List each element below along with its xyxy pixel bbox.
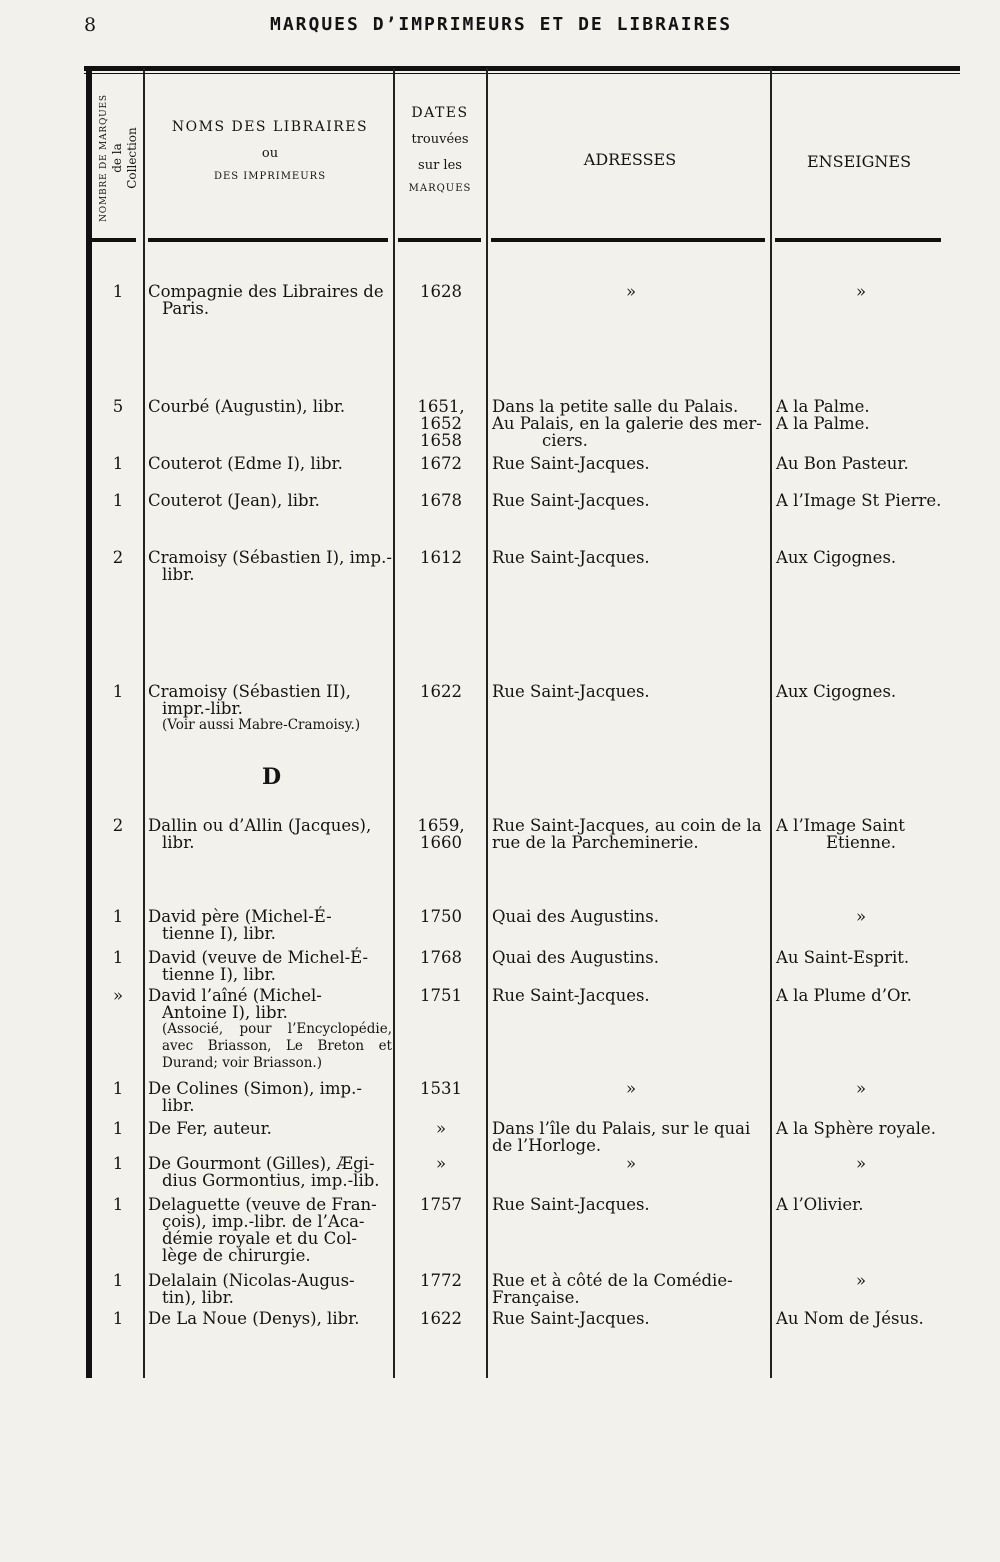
row-name [148, 1080, 392, 1114]
row-count: 1 [112, 1195, 124, 1214]
name-line: De La Noue (Denys), libr. [148, 1309, 360, 1328]
row-dates [398, 817, 484, 851]
row-address [492, 455, 770, 472]
row-address [492, 949, 770, 966]
row-address [492, 817, 770, 851]
row-name [148, 908, 392, 942]
header-line: DATES [411, 105, 469, 121]
running-title: MARQUES D’IMPRIMEURS ET DE LIBRAIRES [270, 14, 733, 35]
top-rule [84, 66, 960, 71]
row-dates [398, 908, 484, 925]
address-line: Française. [492, 1288, 580, 1307]
address-line: Rue Saint-Jacques. [492, 548, 650, 567]
enseigne-line: Au Saint-Esprit. [776, 948, 910, 967]
name-line: libr. [162, 833, 195, 852]
row-enseigne [776, 908, 946, 925]
name-line: libr. [162, 1096, 195, 1115]
enseigne-line: A la Sphère royale. [776, 1119, 936, 1138]
address-line: » [625, 1079, 637, 1098]
row-count: 1 [112, 682, 124, 701]
row-count: 5 [112, 397, 124, 416]
name-line: lège de chirurgie. [162, 1246, 311, 1265]
row-count: 1 [112, 907, 124, 926]
row-count: 1 [112, 282, 124, 301]
row-dates [398, 683, 484, 700]
row-dates [398, 1196, 484, 1213]
page-number: 8 [84, 14, 97, 36]
row-dates [398, 283, 484, 300]
enseigne-line: A l’Image St Pierre. [776, 491, 942, 510]
name-line: Delaguette (veuve de Fran- [148, 1195, 377, 1214]
row-dates [398, 398, 484, 449]
row-enseigne [776, 683, 946, 700]
row-name [148, 683, 392, 734]
name-line: Delalain (Nicolas-Augus- [148, 1271, 355, 1290]
date-line: 1672 [420, 454, 462, 473]
row-dates [398, 455, 484, 472]
row-count: 1 [112, 1309, 124, 1328]
date-line: 1622 [420, 1309, 462, 1328]
name-line: démie royale et du Col- [162, 1229, 358, 1248]
address-line: rue de la Parcheminerie. [492, 833, 699, 852]
row-count: 2 [112, 816, 124, 835]
name-line: tienne I), libr. [162, 924, 276, 943]
date-line: 1612 [420, 548, 462, 567]
header-nombre-de-marques [95, 83, 143, 233]
header-rule [148, 238, 388, 242]
name-line: impr.-libr. [162, 699, 243, 718]
header-line: trouvées [411, 132, 469, 147]
date-line: 1772 [420, 1271, 462, 1290]
address-line: Rue Saint-Jacques. [492, 986, 650, 1005]
row-name [148, 455, 392, 472]
enseigne-line: A la Palme. [776, 397, 870, 416]
row-address [492, 1080, 770, 1097]
address-line: Rue Saint-Jacques. [492, 491, 650, 510]
header-rule [775, 238, 941, 242]
enseigne-line: Aux Cigognes. [776, 682, 897, 701]
row-address [492, 908, 770, 925]
row-count: 2 [112, 548, 124, 567]
date-line: » [435, 1154, 447, 1173]
header-line: sur les [418, 158, 462, 173]
row-enseigne [776, 455, 946, 472]
name-line: libr. [162, 565, 195, 584]
row-address [492, 549, 770, 566]
date-line: 1757 [420, 1195, 462, 1214]
row-address [492, 1196, 770, 1213]
top-rule-thin [84, 73, 960, 74]
name-line: David (veuve de Michel-É- [148, 948, 369, 967]
row-name [148, 283, 392, 317]
date-line: 1622 [420, 682, 462, 701]
date-line: 1750 [420, 907, 462, 926]
header-line: DES IMPRIMEURS [213, 171, 327, 182]
row-enseigne [776, 949, 946, 966]
address-line: Rue Saint-Jacques. [492, 1309, 650, 1328]
row-enseigne [776, 817, 946, 851]
row-dates [398, 1310, 484, 1327]
enseigne-line: Etienne. [826, 833, 896, 852]
header-line: NOMS DES LIBRAIRES [171, 119, 369, 135]
name-line: De Colines (Simon), imp.- [148, 1079, 362, 1098]
row-note: (Associé, pour l’Encyclopédie, avec Briasson, Le Breton et Durand; voir Briasson.) [162, 1021, 392, 1071]
row-count: 1 [112, 491, 124, 510]
row-name [148, 1196, 392, 1264]
row-address [492, 1310, 770, 1327]
name-line: Couterot (Jean), libr. [148, 491, 320, 510]
row-dates [398, 1155, 484, 1172]
row-enseigne [776, 1196, 946, 1213]
column-rule [143, 68, 145, 1378]
row-dates [398, 1080, 484, 1097]
date-line: 1658 [420, 431, 462, 450]
address-line: Quai des Augustins. [492, 907, 659, 926]
row-name [148, 949, 392, 983]
header-line: de la [110, 143, 125, 173]
row-enseigne [776, 1310, 946, 1327]
address-line: Dans la petite salle du Palais. [492, 397, 739, 416]
row-dates [398, 1272, 484, 1289]
address-line: Rue Saint-Jacques, au coin de la [492, 816, 762, 835]
name-line: tienne I), libr. [162, 965, 276, 984]
row-dates [398, 1120, 484, 1137]
enseigne-line: A l’Olivier. [776, 1195, 864, 1214]
name-line: çois), imp.-libr. de l’Aca- [162, 1212, 365, 1231]
row-name [148, 1120, 392, 1137]
row-address [492, 1272, 770, 1306]
date-line: 1628 [420, 282, 462, 301]
row-name [148, 1310, 392, 1327]
column-rule [393, 68, 395, 1378]
address-line: de l’Horloge. [492, 1136, 602, 1155]
name-line: Couterot (Edme I), libr. [148, 454, 343, 473]
name-line: dius Gormontius, imp.-lib. [162, 1171, 380, 1190]
header-line: ou [261, 146, 279, 161]
date-line: 1651, 1652 [417, 397, 465, 433]
row-address [492, 683, 770, 700]
row-enseigne [776, 283, 946, 300]
row-enseigne [776, 549, 946, 566]
name-line: Cramoisy (Sébastien I), imp.- [148, 548, 392, 567]
name-line: De Gourmont (Gilles), Ægi- [148, 1154, 375, 1173]
date-line: 1659, 1660 [417, 816, 465, 852]
row-dates [398, 949, 484, 966]
name-line: Cramoisy (Sébastien II), [148, 682, 351, 701]
header-rule [398, 238, 481, 242]
name-line: Dallin ou d’Allin (Jacques), [148, 816, 372, 835]
date-line: » [435, 1119, 447, 1138]
row-name [148, 987, 392, 1072]
date-line: 1768 [420, 948, 462, 967]
row-count: 1 [112, 1154, 124, 1173]
address-line: » [625, 282, 637, 301]
name-line: David l’aîné (Michel- [148, 986, 322, 1005]
row-name [148, 1272, 392, 1306]
name-line: Compagnie des Libraires de [148, 282, 384, 301]
row-enseigne [776, 1080, 946, 1097]
row-name [148, 398, 392, 415]
row-count: » [112, 986, 124, 1005]
date-line: 1751 [420, 986, 462, 1005]
row-address [492, 283, 770, 300]
row-name [148, 817, 392, 851]
row-name [148, 492, 392, 509]
enseigne-line: » [855, 1079, 867, 1098]
header-rule [92, 238, 136, 242]
enseigne-line: » [855, 1154, 867, 1173]
row-count: 1 [112, 948, 124, 967]
row-address [492, 1155, 770, 1172]
row-dates [398, 492, 484, 509]
address-line: Quai des Augustins. [492, 948, 659, 967]
address-line: » [625, 1154, 637, 1173]
row-enseigne [776, 1272, 946, 1289]
address-line: Rue Saint-Jacques. [492, 682, 650, 701]
row-enseigne [776, 492, 946, 509]
row-count: 1 [112, 1079, 124, 1098]
row-enseigne [776, 1155, 946, 1172]
header-noms [148, 113, 392, 187]
row-dates [398, 987, 484, 1004]
enseigne-line: A l’Image Saint [776, 816, 905, 835]
row-name [148, 1155, 392, 1189]
row-enseigne [776, 987, 946, 1004]
date-line: 1531 [420, 1079, 462, 1098]
column-rule [486, 68, 488, 1378]
address-line: Rue Saint-Jacques. [492, 454, 650, 473]
name-line: Courbé (Augustin), libr. [148, 397, 346, 416]
name-line: tin), libr. [162, 1288, 234, 1307]
header-dates [396, 99, 484, 199]
column-rule [770, 68, 772, 1378]
address-line: Au Palais, en la galerie des mer- [492, 414, 762, 433]
address-line: Dans l’île du Palais, sur le quai [492, 1119, 751, 1138]
row-dates [398, 549, 484, 566]
header-adresses: ADRESSES [583, 150, 677, 169]
enseigne-line: Aux Cigognes. [776, 548, 897, 567]
header-line: Collection [125, 127, 140, 189]
row-name [148, 549, 392, 583]
name-line: Antoine I), libr. [162, 1003, 288, 1022]
name-line: Paris. [162, 299, 210, 318]
enseigne-line: » [855, 282, 867, 301]
row-address [492, 1120, 770, 1154]
date-line: 1678 [420, 491, 462, 510]
enseigne-line: Au Bon Pasteur. [776, 454, 909, 473]
header-rule [491, 238, 765, 242]
header-line: NOMBRE DE MARQUES [99, 94, 109, 222]
row-count: 1 [112, 454, 124, 473]
name-line: De Fer, auteur. [148, 1119, 272, 1138]
row-address [492, 398, 770, 449]
row-enseigne [776, 398, 946, 432]
address-line: Rue Saint-Jacques. [492, 1195, 650, 1214]
header-enseignes: ENSEIGNES [806, 152, 912, 171]
section-letter: D [262, 764, 282, 790]
enseigne-line: » [855, 907, 867, 926]
enseigne-line: A la Palme. [776, 414, 870, 433]
row-count: 1 [112, 1119, 124, 1138]
name-line: David père (Michel-É- [148, 907, 332, 926]
row-note: (Voir aussi Mabre-Cramoisy.) [162, 717, 361, 733]
row-address [492, 987, 770, 1004]
enseigne-line: » [855, 1271, 867, 1290]
enseigne-line: A la Plume d’Or. [776, 986, 912, 1005]
address-line: ciers. [542, 431, 588, 450]
column-rule-left [86, 68, 92, 1378]
row-address [492, 492, 770, 509]
row-enseigne [776, 1120, 946, 1137]
enseigne-line: Au Nom de Jésus. [776, 1309, 924, 1328]
header-line: MARQUES [408, 183, 472, 194]
row-count: 1 [112, 1271, 124, 1290]
address-line: Rue et à côté de la Comédie- [492, 1271, 733, 1290]
